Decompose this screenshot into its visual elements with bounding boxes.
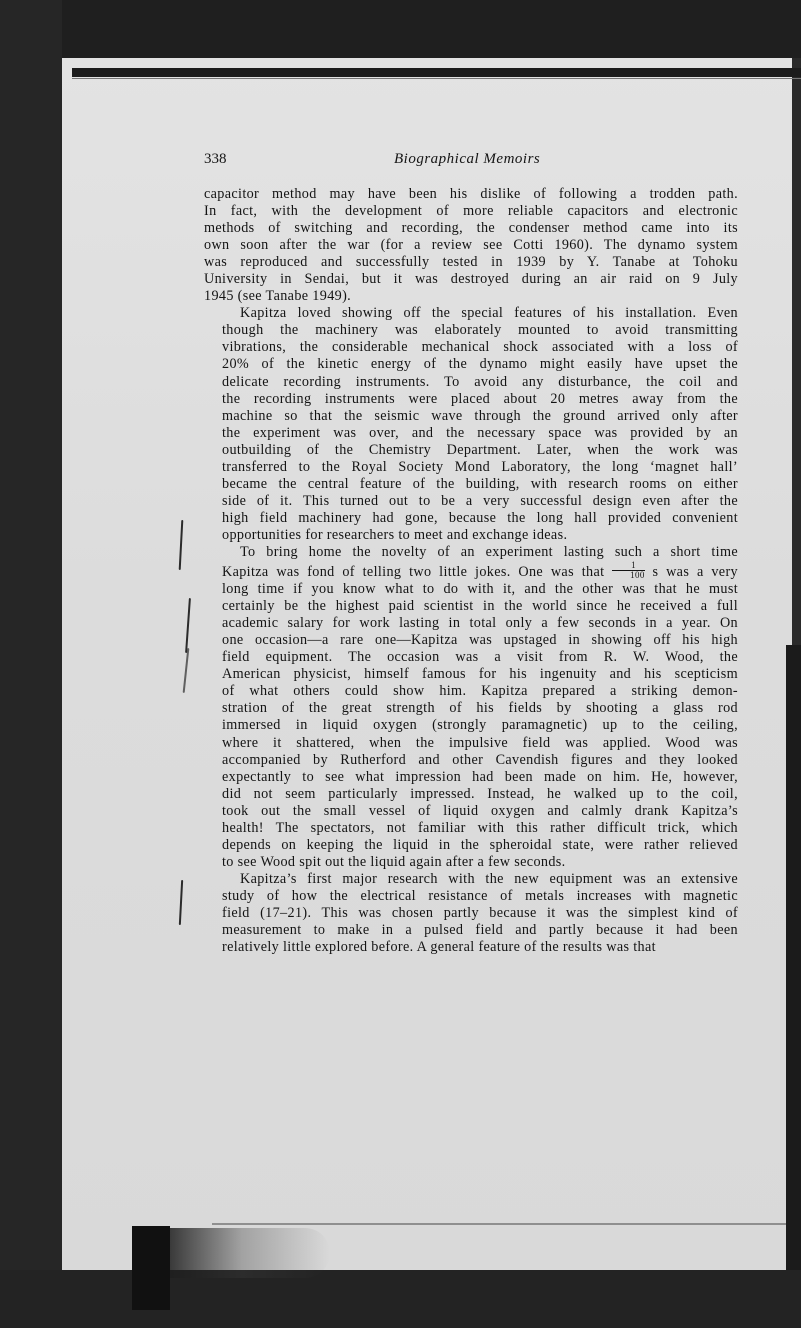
text-line: opportunities for researchers to meet and exchange ideas. [222,526,568,543]
body-text [204,186,738,956]
text-line: capacitor method may have been his dislike of following a trodden path. [204,186,738,202]
text-line: relatively little explored before. A general feature of the results was that [222,939,656,956]
text-line: To bring home the novelty of an experiment lasting such a short time [240,543,738,560]
scan-blot [132,1226,170,1310]
text-line: measurement to make in a pulsed field and partly because it had been [222,922,738,939]
text-line: though the machinery was elaborately mounted to avoid transmitting [222,322,738,339]
text-line: Kapitza loved showing off the special features of his installation. Even [240,305,738,322]
top-rule-thin [72,78,801,79]
text-line: 1945 (see Tanabe 1949). [204,288,352,305]
bottom-rule [212,1223,801,1225]
text-line: became the central feature of the building, with research rooms on either [222,475,738,492]
text-line: Kapitza’s first major research with the new equipment was an extensive [240,870,738,887]
text-line: expectantly to see what impression had been made on him. He, however, [222,768,738,785]
scan-border-left [0,0,62,1328]
text-line: field (17–21). This was chosen partly because it was the simplest kind of [222,904,738,921]
text-line: the recording instruments were placed about 20 metres away from the [222,390,738,407]
paragraph [204,186,738,305]
text-line: long time if you know what to do with it, and the other was that he must [222,581,738,598]
text-line: methods of switching and recording, the condenser method came into its [204,220,738,237]
paragraph [204,871,738,956]
text-line: side of it. This turned out to be a very successful design even after the [222,492,738,509]
text-line: of what others could show him. Kapitza prepared a striking demon- [222,683,738,700]
text-line: where it shattered, when the impulsive field was applied. Wood was [222,734,738,751]
text-line: high field machinery had gone, because the long hall provided convenient [222,509,738,526]
text-line: to see Wood spit out the liquid again after a few seconds. [222,853,566,870]
text-line: accompanied by Rutherford and other Cavendish figures and they looked [222,751,738,768]
text-line: the experiment was over, and the necessary space was provided by an [222,424,738,441]
text-line: was reproduced and successfully tested in 1939 by Y. Tanabe at Tohoku [204,254,738,271]
paragraph [204,305,738,544]
paragraph [204,544,738,871]
text-line: certainly be the highest paid scientist in the world since he received a full [222,598,738,615]
text-line: In fact, with the development of more reliable capacitors and electronic [204,203,738,220]
text-line: did not seem particularly impressed. Instead, he walked up to the coil, [222,785,738,802]
text-line: delicate recording instruments. To avoid any disturbance, the coil and [222,373,738,390]
page-header [204,151,740,173]
text-line: took out the small vessel of liquid oxygen and calmly drank Kapitza’s [222,802,738,819]
text-line: study of how the electrical resistance of metals increases with magnetic [222,887,738,904]
text-line: outbuilding of the Chemistry Department. Later, when the work was [222,441,738,458]
text-line: University in Sendai, but it was destroyed during an air raid on 9 July [204,271,738,288]
text-line: American physicist, himself famous for his ingenuity and his scepticism [222,666,738,683]
scan-border-right [786,645,801,1270]
scan-border-bottom [0,1270,801,1328]
text-line: machine so that the seismic wave through the ground arrived only after [222,407,738,424]
fraction: $\frac{1}{100}$ [612,561,645,580]
text-line: field equipment. The occasion was a visit from R. W. Wood, the [222,649,738,666]
top-rule [72,68,801,77]
text-line: own soon after the war (for a review see Cotti 1960). The dynamo system [204,237,738,254]
text-line: depends on keeping the liquid in the spheroidal state, were rather relieved [222,836,738,853]
running-title: Biographical Memoirs [394,151,541,167]
text-line: academic salary for work lasting in total only a few seconds in a year. On [222,615,738,632]
text-line: one occasion—a rare one—Kapitza was upstaged in showing off his high [222,632,738,649]
text-line: stration of the great strength of his fields by shooting a glass rod [222,700,738,717]
text-line: vibrations, the considerable mechanical shock associated with a loss of [222,339,738,356]
scan-border-top [0,0,801,58]
text-line: health! The spectators, not familiar with this rather difficult trick, which [222,819,738,836]
text-line: 20% of the kinetic energy of the dynamo might easily have upset the [222,356,738,373]
text-line: immersed in liquid oxygen (strongly paramagnetic) up to the ceiling, [222,717,738,734]
text-line: Kapitza was fond of telling two little jokes. One was that $\frac{1}{100}$ s was a very [222,560,738,581]
page-number: 338 [204,151,227,167]
text-line: transferred to the Royal Society Mond Laboratory, the long ‘magnet hall’ [222,458,738,475]
scan-smudge [170,1228,330,1278]
